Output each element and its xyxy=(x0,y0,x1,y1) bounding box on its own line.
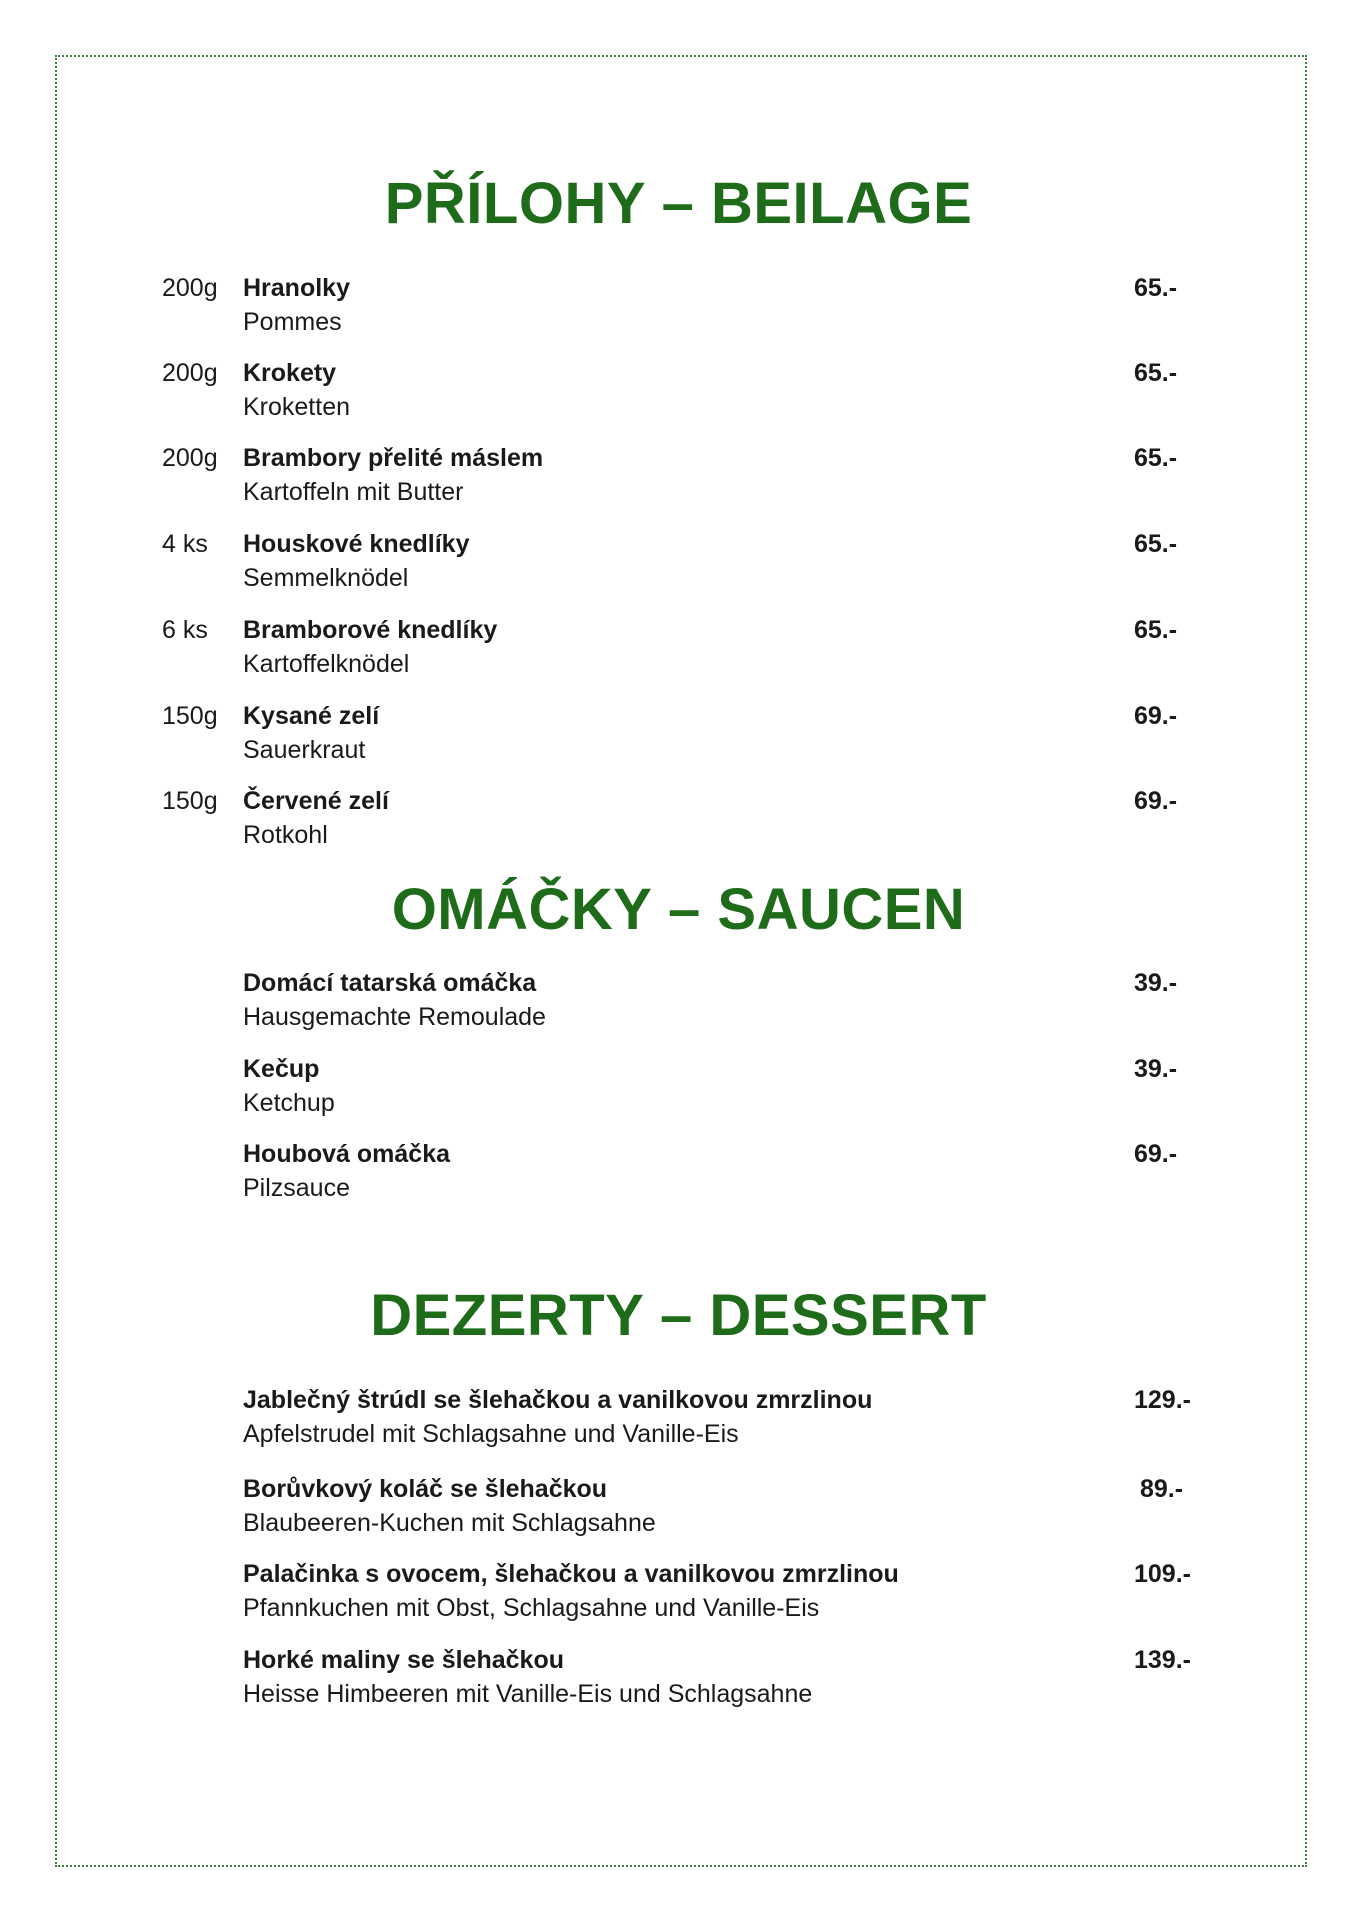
item-price: 109.- xyxy=(1134,1560,1191,1588)
item-translation: Kartoffeln mit Butter xyxy=(243,478,464,506)
menu-item xyxy=(0,1384,1357,1454)
menu-item xyxy=(0,442,1357,512)
item-translation: Sauerkraut xyxy=(243,736,366,764)
section-title-prilohy: PŘÍLOHY – BEILAGE xyxy=(384,171,973,236)
item-name: Houbová omáčka xyxy=(243,1140,451,1168)
menu-item xyxy=(0,700,1357,770)
menu-item xyxy=(0,967,1357,1037)
item-name: Houskové knedlíky xyxy=(243,530,470,558)
item-price: 65.- xyxy=(1134,359,1178,387)
menu-item xyxy=(0,614,1357,684)
item-quantity: 4 ks xyxy=(162,530,208,558)
menu-item xyxy=(0,785,1357,855)
item-translation: Pommes xyxy=(243,308,342,336)
item-translation: Blaubeeren-Kuchen mit Schlagsahne xyxy=(243,1509,656,1537)
item-name: Kečup xyxy=(243,1055,320,1083)
item-name: Palačinka s ovocem, šlehačkou a vanilkovou zmrzlinou xyxy=(243,1560,899,1588)
section-title-omacky: OMÁČKY – SAUCEN xyxy=(391,877,966,942)
menu-item xyxy=(0,1644,1357,1714)
item-name: Krokety xyxy=(243,359,337,387)
item-name: Brambory přelité máslem xyxy=(243,444,544,472)
item-quantity: 150g xyxy=(162,787,218,815)
item-quantity: 200g xyxy=(162,359,218,387)
item-translation: Apfelstrudel mit Schlagsahne und Vanille-Eis xyxy=(243,1420,739,1448)
item-name: Bramborové knedlíky xyxy=(243,616,498,644)
item-quantity: 200g xyxy=(162,444,218,472)
item-translation: Heisse Himbeeren mit Vanille-Eis und Schlagsahne xyxy=(243,1680,813,1708)
item-translation: Rotkohl xyxy=(243,821,328,849)
item-price: 65.- xyxy=(1134,616,1178,644)
item-translation: Pfannkuchen mit Obst, Schlagsahne und Vanille-Eis xyxy=(243,1594,820,1622)
item-price: 65.- xyxy=(1134,530,1178,558)
menu-item xyxy=(0,1473,1357,1543)
item-name: Červené zelí xyxy=(243,787,389,815)
item-name: Hranolky xyxy=(243,274,350,302)
item-name: Horké maliny se šlehačkou xyxy=(243,1646,564,1674)
item-price: 39.- xyxy=(1134,969,1178,997)
item-price: 69.- xyxy=(1134,702,1178,730)
menu-item xyxy=(0,1053,1357,1123)
item-translation: Kartoffelknödel xyxy=(243,650,410,678)
item-translation: Semmelknödel xyxy=(243,564,409,592)
item-translation: Pilzsauce xyxy=(243,1174,350,1202)
item-price: 129.- xyxy=(1134,1386,1191,1414)
item-quantity: 150g xyxy=(162,702,218,730)
item-price: 89.- xyxy=(1140,1475,1184,1503)
section-title-dezerty: DEZERTY – DESSERT xyxy=(370,1283,987,1348)
menu-item xyxy=(0,1138,1357,1208)
item-name: Jablečný štrúdl se šlehačkou a vanilkovou zmrzlinou xyxy=(243,1386,873,1414)
item-name: Domácí tatarská omáčka xyxy=(243,969,537,997)
menu-item xyxy=(0,528,1357,598)
item-quantity: 6 ks xyxy=(162,616,208,644)
item-price: 39.- xyxy=(1134,1055,1178,1083)
item-name: Kysané zelí xyxy=(243,702,380,730)
menu-item xyxy=(0,357,1357,427)
item-price: 69.- xyxy=(1134,1140,1178,1168)
item-price: 69.- xyxy=(1134,787,1178,815)
item-quantity: 200g xyxy=(162,274,218,302)
menu-item xyxy=(0,272,1357,342)
item-price: 139.- xyxy=(1134,1646,1191,1674)
item-price: 65.- xyxy=(1134,444,1178,472)
menu-item xyxy=(0,1558,1357,1628)
item-translation: Ketchup xyxy=(243,1089,335,1117)
item-translation: Kroketten xyxy=(243,393,351,421)
item-translation: Hausgemachte Remoulade xyxy=(243,1003,546,1031)
item-name: Borůvkový koláč se šlehačkou xyxy=(243,1475,608,1503)
item-price: 65.- xyxy=(1134,274,1178,302)
